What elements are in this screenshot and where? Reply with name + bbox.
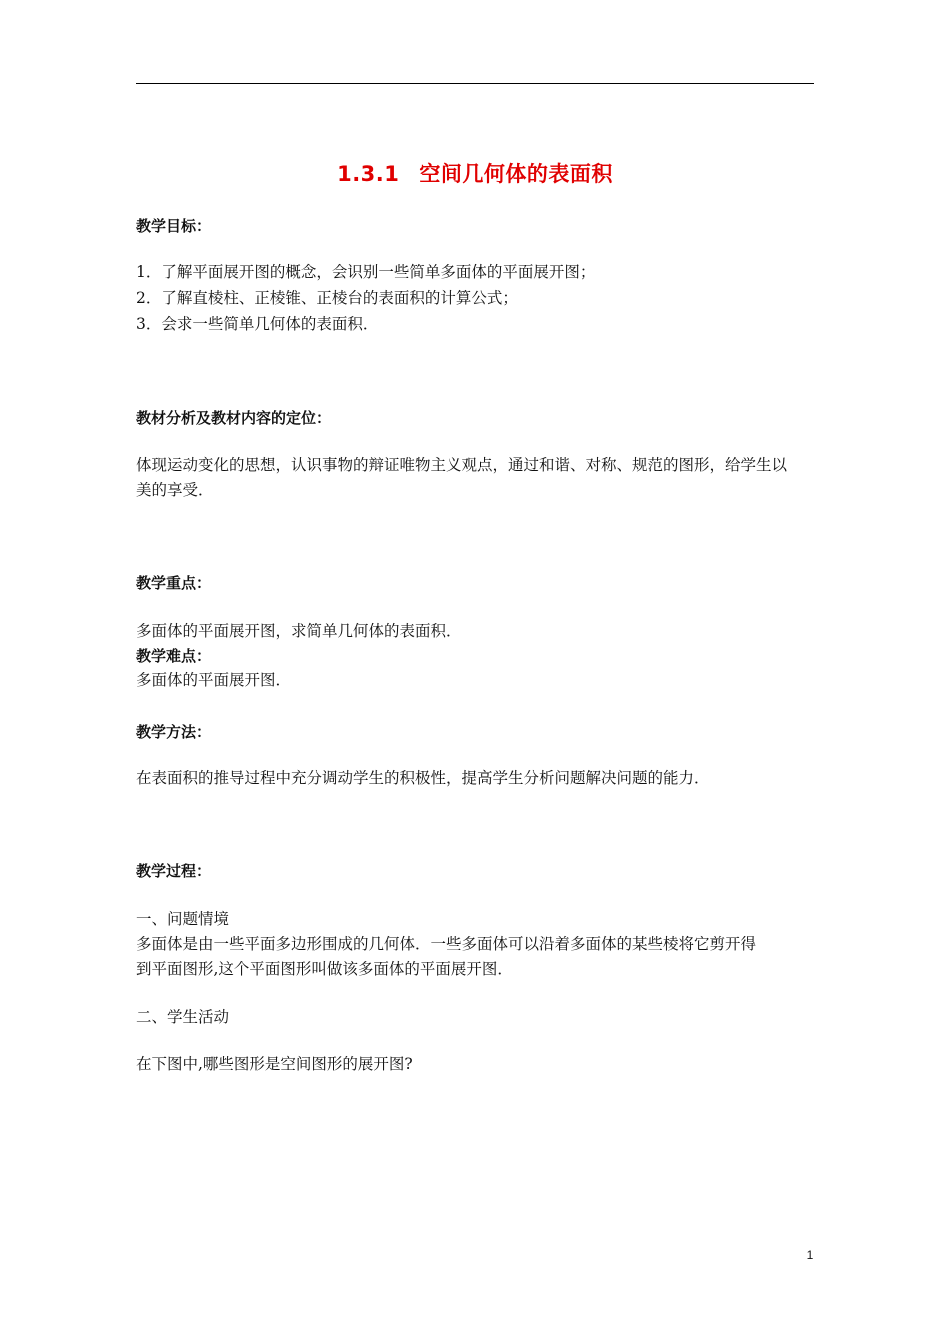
header-rule bbox=[136, 83, 814, 84]
objective-item-3: 3．会求一些简单几何体的表面积． bbox=[136, 315, 379, 333]
page-number: 1 bbox=[806, 1248, 814, 1262]
objective-item-1: 1．了解平面展开图的概念，会识别一些简单多面体的平面展开图； bbox=[136, 263, 596, 281]
process-heading: 教学过程： bbox=[136, 862, 212, 880]
objective-item-2: 2．了解直棱柱、正棱锥、正棱台的表面积的计算公式； bbox=[136, 289, 518, 307]
title-text: 空间几何体的表面积 bbox=[419, 162, 613, 186]
key-points-text: 多面体的平面展开图，求简单几何体的表面积． bbox=[136, 622, 462, 640]
difficulties-heading: 教学难点： bbox=[136, 647, 212, 665]
page-title bbox=[0, 158, 950, 188]
analysis-line-1: 体现运动变化的思想，认识事物的辩证唯物主义观点，通过和谐、对称、规范的图形，给学生以 bbox=[136, 456, 788, 474]
analysis-line-2: 美的享受． bbox=[136, 481, 214, 499]
situation-line-1: 多面体是由一些平面多边形围成的几何体．一些多面体可以沿着多面体的某些棱将它剪开得 bbox=[136, 935, 757, 953]
methods-text: 在表面积的推导过程中充分调动学生的积极性，提高学生分析问题解决问题的能力． bbox=[136, 769, 710, 787]
difficulties-text: 多面体的平面展开图． bbox=[136, 671, 292, 689]
activity-heading: 二、学生活动 bbox=[136, 1008, 230, 1026]
key-points-heading: 教学重点： bbox=[136, 574, 212, 592]
analysis-heading: 教材分析及教材内容的定位： bbox=[136, 409, 332, 427]
situation-heading: 一、问题情境 bbox=[136, 910, 230, 928]
methods-heading: 教学方法： bbox=[136, 723, 212, 741]
situation-line-2: 到平面图形,这个平面图形叫做该多面体的平面展开图． bbox=[136, 960, 513, 978]
objectives-heading: 教学目标： bbox=[136, 217, 212, 235]
title-number: 1.3.1 bbox=[337, 162, 400, 186]
activity-question: 在下图中,哪些图形是空间图形的展开图? bbox=[136, 1055, 413, 1073]
